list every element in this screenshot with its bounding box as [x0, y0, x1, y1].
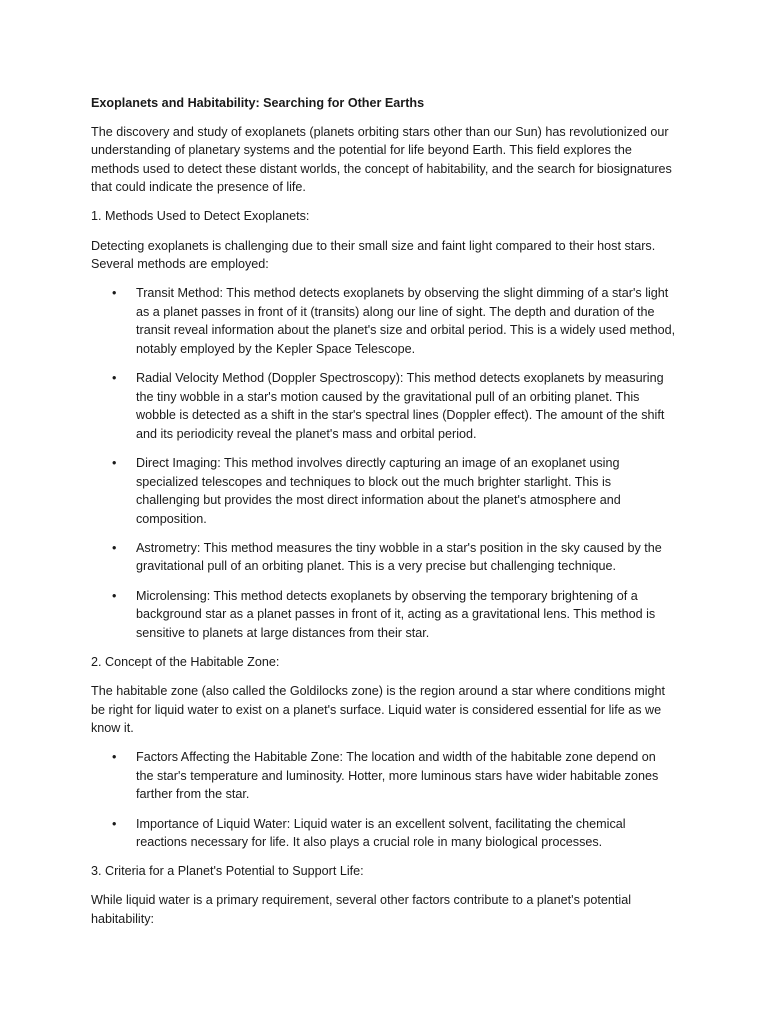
document-title: Exoplanets and Habitability: Searching for Other Earths: [91, 96, 425, 110]
section-heading: 2. Concept of the Habitable Zone:: [91, 654, 280, 669]
bullet-icon: •: [112, 540, 117, 555]
section-heading: 3. Criteria for a Planet's Potential to Support Life:: [91, 864, 364, 879]
list-item-text: Radial Velocity Method (Doppler Spectroscopy): This method detects exoplanets by measuring the tiny wobble in a star's motion caused by the gravitational pull of an orbiting planet. This wobble is detected as a shift in the star's spectral lines (Doppler effect). The amount of the shift and its periodicity reveal the planet's mass and orbital period.: [136, 371, 665, 441]
bullet-icon: •: [112, 456, 117, 470]
list-item-text: Astrometry: This method measures the tiny wobble in a star's position in the sky caused by the gravitational pull of an orbiting planet. This is a very precise but challenging technique.: [136, 540, 662, 574]
list-item: [91, 539, 676, 576]
list-item-text: Factors Affecting the Habitable Zone: The location and width of the habitable zone depend on the star's temperature and luminosity. Hotter, more luminous stars have wider habitable zones farther from the star.: [136, 750, 659, 802]
bullet-list: [91, 748, 676, 851]
bullet-icon: •: [112, 816, 117, 831]
bullet-icon: •: [112, 371, 117, 386]
list-item-text: Direct Imaging: This method involves directly capturing an image of an exoplanet using specialized telescopes and techniques to block out the much brighter starlight. This is challenging but provides the most direct information about the planet's atmosphere and composition.: [136, 456, 621, 526]
section-paragraph: The habitable zone (also called the Goldilocks zone) is the region around a star where conditions might be right for liquid water to exist on a planet's surface. Liquid water is considered essential for life as we know it.: [91, 683, 666, 736]
list-item: [91, 369, 676, 443]
list-item: [91, 284, 676, 358]
list-item-text: Importance of Liquid Water: Liquid water is an excellent solvent, facilitating the chemical reactions necessary for life. It also plays a crucial role in many biological processes.: [136, 816, 626, 850]
list-item: [91, 748, 676, 804]
section-paragraph: Detecting exoplanets is challenging due to their small size and faint light compared to their host stars. Several methods are employed:: [91, 238, 656, 272]
section-heading: 1. Methods Used to Detect Exoplanets:: [91, 209, 310, 224]
bullet-icon: •: [112, 588, 117, 603]
list-item: [91, 454, 676, 528]
section-paragraph: While liquid water is a primary requirement, several other factors contribute to a planet's potential habitability:: [91, 893, 631, 926]
list-item: [91, 815, 676, 852]
intro-paragraph: The discovery and study of exoplanets (planets orbiting stars other than our Sun) has revolutionized our understanding of planetary systems and the potential for life beyond Earth. This field explores the methods used to detect these distant worlds, the concept of habitability, and the search for biosignatures that could indicate the presence of life.: [91, 124, 672, 195]
document-page: [91, 94, 676, 939]
bullet-list: [91, 284, 676, 642]
list-item-text: Microlensing: This method detects exoplanets by observing the temporary brightening of a background star as a planet passes in front of it, acting as a gravitational lens. This method is sensitive to planets at large distances from their star.: [136, 588, 656, 640]
bullet-icon: •: [112, 750, 117, 765]
list-item: [91, 587, 676, 643]
bullet-icon: •: [112, 286, 117, 301]
list-item-text: Transit Method: This method detects exoplanets by observing the slight dimming of a star's light as a planet passes in front of it (transits) along our line of sight. The depth and duration of the transit reveal information about the planet's size and orbital period. This is a widely used method, notably employed by the Kepler Space Telescope.: [136, 286, 676, 357]
